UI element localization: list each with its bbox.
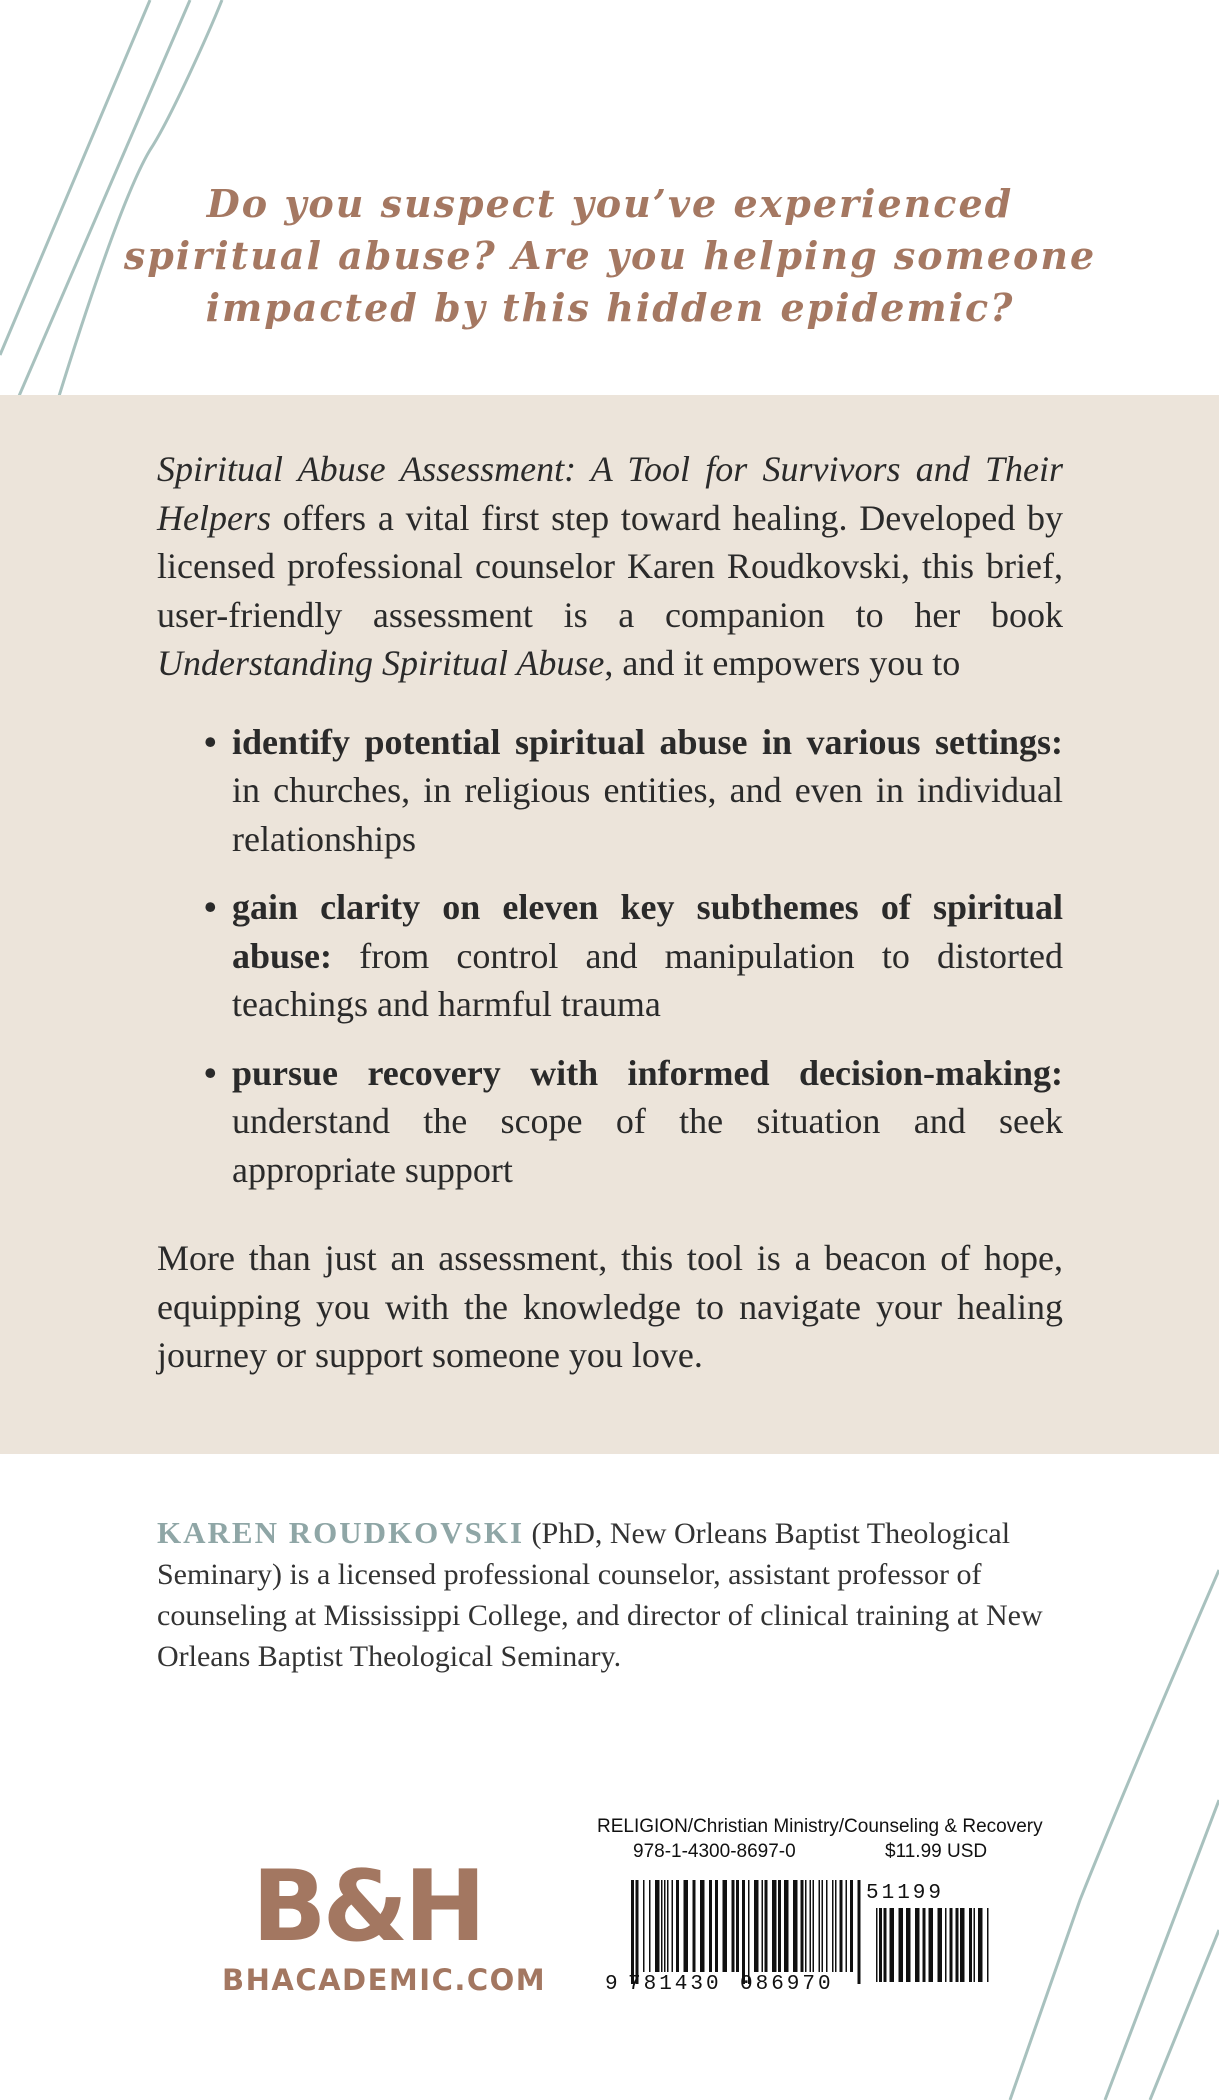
book-title: Spiritual Abuse Assessment: A Tool for Survivors and Their Helpers <box>157 449 1063 538</box>
bullet-icon: • <box>204 1052 217 1093</box>
headline-line: impacted by this hidden epidemic? <box>205 285 1015 330</box>
barcode-bar <box>664 1880 666 1972</box>
closing-paragraph: More than just an assessment, this tool is a beacon of hope, equipping you with the knowledge to navigate your healing journey or support someone you love. <box>157 1238 1063 1375</box>
author-name: KAREN ROUDKOVSKI <box>157 1515 525 1550</box>
barcode-bar <box>876 1908 878 1982</box>
barcode-bar <box>793 1880 798 1972</box>
list-item <box>157 883 1063 1029</box>
barcode-bar <box>736 1880 739 1972</box>
barcode-bar <box>826 1880 828 1972</box>
barcode-bar <box>929 1908 934 1982</box>
author-bio-text: (PhD, New Orleans Baptist Theological Seminary) is a licensed professional counselor, assistant professor of counseling at Mississippi College, and director of clinical training at New Orleans Baptist Theological Seminary. <box>157 1517 1043 1673</box>
barcode-bar <box>858 1880 861 1984</box>
publisher-url: BHACADEMIC.COM <box>222 1963 547 1997</box>
barcode-bar <box>762 1880 764 1972</box>
barcode-bar <box>819 1880 821 1972</box>
barcode-bar <box>938 1908 943 1982</box>
bisac-category: RELIGION/Christian Ministry/Counseling & Recovery <box>597 1816 1043 1837</box>
barcode-bar <box>805 1880 807 1972</box>
barcode-bar <box>879 1908 882 1982</box>
barcode-bar <box>974 1908 976 1982</box>
benefit-list <box>157 718 1063 1195</box>
barcode-bar <box>956 1908 959 1982</box>
barcode-bar <box>672 1880 674 1972</box>
barcode-bar <box>748 1880 750 1984</box>
barcode-bar <box>890 1908 895 1982</box>
intro-paragraph <box>157 445 1063 688</box>
barcode-bar <box>813 1880 815 1972</box>
barcode-bar <box>661 1880 663 1972</box>
barcode-bar <box>832 1880 834 1972</box>
point-text: understand the scope of the situation and seek appropriate support <box>232 1101 1063 1190</box>
price: $11.99 USD <box>885 1841 988 1862</box>
barcode-bar <box>840 1880 843 1972</box>
barcode-right-digits: 086970 <box>740 1973 834 1996</box>
bullet-icon: • <box>204 887 217 927</box>
intro-text: , and it empowers you to <box>604 643 961 683</box>
barcode-bar <box>700 1880 705 1972</box>
barcode-bar <box>742 1880 745 1984</box>
barcode-bar <box>846 1880 848 1972</box>
barcode-bar <box>732 1880 735 1972</box>
intro-text: offers a vital first step toward healing. Developed by licensed professional counselor Karen Roudkovski, this brief, user-friendly assessment is a companion to her book <box>157 497 1063 635</box>
point-text: in churches, in religious entities, and even in individual relationships <box>232 770 1063 859</box>
headline-line: Do you suspect you’ve experienced <box>206 181 1014 226</box>
barcode-left-digits: 781430 <box>628 1973 722 1996</box>
barcode-bar <box>636 1880 639 1984</box>
barcode-bar <box>884 1908 887 1982</box>
barcode-bar <box>723 1880 728 1972</box>
addon-code: 51199 <box>866 1882 945 1905</box>
bullet-icon: • <box>204 721 217 762</box>
barcode-bar <box>684 1880 689 1972</box>
author-bio <box>157 1512 1063 1677</box>
barcode-bar <box>754 1880 759 1972</box>
barcode-bar <box>835 1880 837 1972</box>
barcode-bar <box>969 1908 972 1982</box>
barcode-bar <box>906 1908 911 1982</box>
barcode-bar <box>850 1880 853 1972</box>
barcode-bar <box>676 1880 679 1972</box>
barcode-bar <box>655 1880 660 1972</box>
barcode-bar <box>765 1880 768 1972</box>
barcode-bar <box>822 1880 824 1972</box>
barcode-bar <box>631 1880 634 1984</box>
bh-logo-icon: B&H <box>251 1850 483 1964</box>
barcode-bar <box>801 1880 804 1972</box>
point-heading: gain clarity on eleven key subthemes of spiritual abuse: <box>232 887 1063 976</box>
publisher-logo <box>222 1850 547 1997</box>
barcode-bar <box>772 1880 777 1972</box>
barcode-bar <box>915 1908 920 1982</box>
barcode-bar <box>709 1880 712 1972</box>
barcode-bar <box>923 1908 926 1982</box>
barcode-bar <box>778 1880 781 1972</box>
barcode-bar <box>987 1908 989 1982</box>
barcode-bar <box>643 1880 645 1972</box>
isbn: 978-1-4300-8697-0 <box>633 1841 796 1862</box>
barcode-bar <box>810 1880 812 1972</box>
headline-line: spiritual abuse? Are you helping someone <box>123 233 1097 278</box>
barcode-bar <box>950 1908 953 1982</box>
barcode-prefix: 9 <box>605 1973 621 1996</box>
point-text: from control and manipulation to distorted teachings and harmful trauma <box>232 935 1063 1024</box>
barcode-bar <box>960 1908 965 1982</box>
barcode-bar <box>667 1880 669 1972</box>
barcode-bar <box>899 1908 904 1982</box>
barcode-bar <box>945 1908 947 1982</box>
headline <box>110 178 1110 334</box>
barcode-bar <box>784 1880 789 1972</box>
barcode-bar <box>978 1908 983 1982</box>
point-heading: identify potential spiritual abuse in various settings: <box>232 721 1063 762</box>
list-item <box>157 718 1063 864</box>
barcode-bar <box>649 1880 651 1972</box>
point-heading: pursue recovery with informed decision-making: <box>232 1052 1063 1093</box>
companion-book-title: Understanding Spiritual Abuse <box>157 643 605 683</box>
barcode-bar <box>693 1880 696 1972</box>
list-item <box>157 1049 1063 1195</box>
barcode-bar <box>715 1880 718 1972</box>
description-panel <box>0 395 1219 1454</box>
